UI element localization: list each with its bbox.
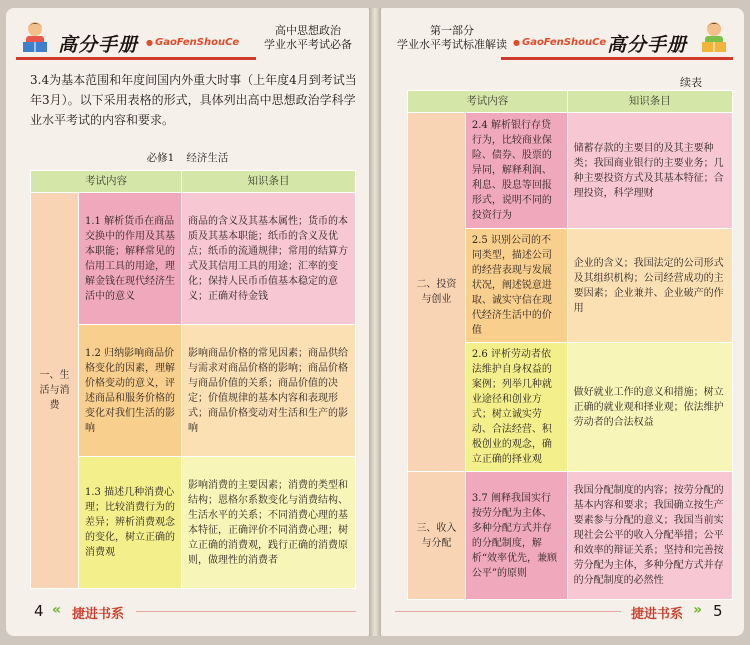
section-title xyxy=(393,24,511,52)
left-page xyxy=(6,8,369,636)
series-name: 捷进书系 xyxy=(72,607,125,622)
requirement-cell: 1.2 归纳影响商品价格变化的因素，理解价格变动的意义，评述商品和服务价格的变化对我们生活的影响 xyxy=(79,325,182,457)
requirement-cell: 2.5 识别公司的不同类型，描述公司的经营表现与发展状况，阐述锐意进取、诚实守信在现代经济生活中的价值 xyxy=(465,229,567,343)
caption-book: 必修1 xyxy=(146,152,175,164)
right-header xyxy=(381,18,744,60)
knowledge-cell: 影响消费的主要因素；消费的类型和结构；恩格尔系数变化与消费结构、生活水平的关系；不同消费心理的基本特征，正确评价不同消费心理；树立正确的消费观，践行正确的消费原则，做理性的消费者 xyxy=(182,457,356,589)
table-header-row xyxy=(31,171,356,193)
footer-rule xyxy=(136,611,356,612)
book-title xyxy=(258,24,358,52)
double-arrow-left-icon: « xyxy=(52,602,62,618)
table-caption xyxy=(6,150,369,165)
table-row xyxy=(408,113,733,229)
header-rule xyxy=(501,57,733,60)
right-content-table xyxy=(407,90,733,600)
right-footer xyxy=(381,600,744,622)
section-title-line1: 第一部分 xyxy=(430,24,474,37)
requirement-cell: 1.3 描述几种消费心理；比较消费行为的差异；辨析消费观念的变化，树立正确的消费观 xyxy=(79,457,182,589)
column-header-content: 考试内容 xyxy=(408,91,568,113)
knowledge-cell: 储蓄存款的主要目的及其主要种类；我国商业银行的主要业务；几种主要投资方式及其基本特征；合理投资，科学理财 xyxy=(567,113,732,229)
requirement-cell: 3.7 阐释我国实行按劳分配为主体、多种分配方式并存的分配制度，解析“效率优先，兼顾公平”的原则 xyxy=(465,472,567,600)
category-cell: 三、收入与分配 xyxy=(408,472,466,600)
knowledge-cell: 影响商品价格的常见因素；商品供给与需求对商品价格的影响；商品价格与商品价值的关系；商品价值的决定；价值规律的基本内容和表现形式；商品价格变动对生活和生产的影响 xyxy=(182,325,356,457)
intro-paragraph: 3.4为基本范围和年度间国内外重大时事（上年度4月到考试当年3月）。以下采用表格的形式，具体列出高中思想政治学科学业水平考试的内容和要求。 xyxy=(30,73,357,127)
knowledge-cell: 我国分配制度的内容；按劳分配的基本内容和要求；我国确立按生产要素参与分配的意义；我国当前实现社会公平的收入分配举措；公平和效率的辩证关系；坚持和完善按劳分配为主体，多种分配方式并存的分配制度的必然性 xyxy=(567,472,732,600)
category-cell: 二、投资与创业 xyxy=(408,113,466,472)
right-page xyxy=(381,8,744,636)
header-rule xyxy=(16,57,256,60)
footer-rule xyxy=(395,611,621,612)
continued-label: 续表 xyxy=(680,76,702,89)
book-title-line2: 学业水平考试必备 xyxy=(264,38,352,51)
page-number: 4 xyxy=(34,602,44,620)
double-arrow-right-icon: » xyxy=(693,602,703,618)
table-row xyxy=(31,457,356,589)
table-row xyxy=(31,325,356,457)
reading-child-icon xyxy=(20,20,50,56)
table-header-row xyxy=(408,91,733,113)
column-header-content: 考试内容 xyxy=(31,171,182,193)
knowledge-cell: 商品的含义及其基本属性；货币的本质及其基本职能；纸币的含义及优点；纸币的流通规律；常用的结算方式及其信用工具的用途；汇率的变化；保持人民币币值基本稳定的意义；正确对待金钱 xyxy=(182,193,356,325)
caption-title: 经济生活 xyxy=(186,152,229,164)
reading-child-icon xyxy=(699,20,729,56)
brand-logo: 高分手册 xyxy=(607,34,688,56)
knowledge-cell: 做好就业工作的意义和措施；树立正确的就业观和择业观；依法维护劳动者的合法权益 xyxy=(567,343,732,472)
knowledge-cell: 企业的含义；我国法定的公司形式及其组织机构；公司经营成功的主要因素；企业兼并、企业破产的作用 xyxy=(567,229,732,343)
table-row xyxy=(408,472,733,600)
brand-logo: 高分手册 xyxy=(58,34,139,56)
book-title-line1: 高中思想政治 xyxy=(275,24,341,37)
category-cell: 一、生活与消费 xyxy=(31,193,79,589)
left-content-table xyxy=(30,170,356,589)
left-header xyxy=(6,18,369,60)
brand-pinyin: ● GaoFenShouCe xyxy=(513,37,606,48)
column-header-knowledge: 知识条目 xyxy=(182,171,356,193)
page-number: 5 xyxy=(713,602,723,620)
section-title-line2: 学业水平考试标准解读 xyxy=(397,38,507,51)
column-header-knowledge: 知识条目 xyxy=(567,91,732,113)
requirement-cell: 1.1 解析货币在商品交换中的作用及其基本职能；解释常见的信用工具的用途，理解金钱在现代经济生活中的意义 xyxy=(79,193,182,325)
requirement-cell: 2.6 评析劳动者依法维护自身权益的案例；列举几种就业途径和创业方式；树立诚实劳动、合法经营、积极创业的观念，确立正确的择业观 xyxy=(465,343,567,472)
left-footer xyxy=(6,600,369,622)
book-gutter xyxy=(369,8,381,636)
brand-pinyin: ● GaoFenShouCe xyxy=(146,37,239,48)
table-row xyxy=(31,193,356,325)
series-name: 捷进书系 xyxy=(631,607,684,622)
requirement-cell: 2.4 解析银行存贷行为，比较商业保险、债券、股票的异同，解释利润、利息、股息等回报形式，说明不同的投资行为 xyxy=(465,113,567,229)
